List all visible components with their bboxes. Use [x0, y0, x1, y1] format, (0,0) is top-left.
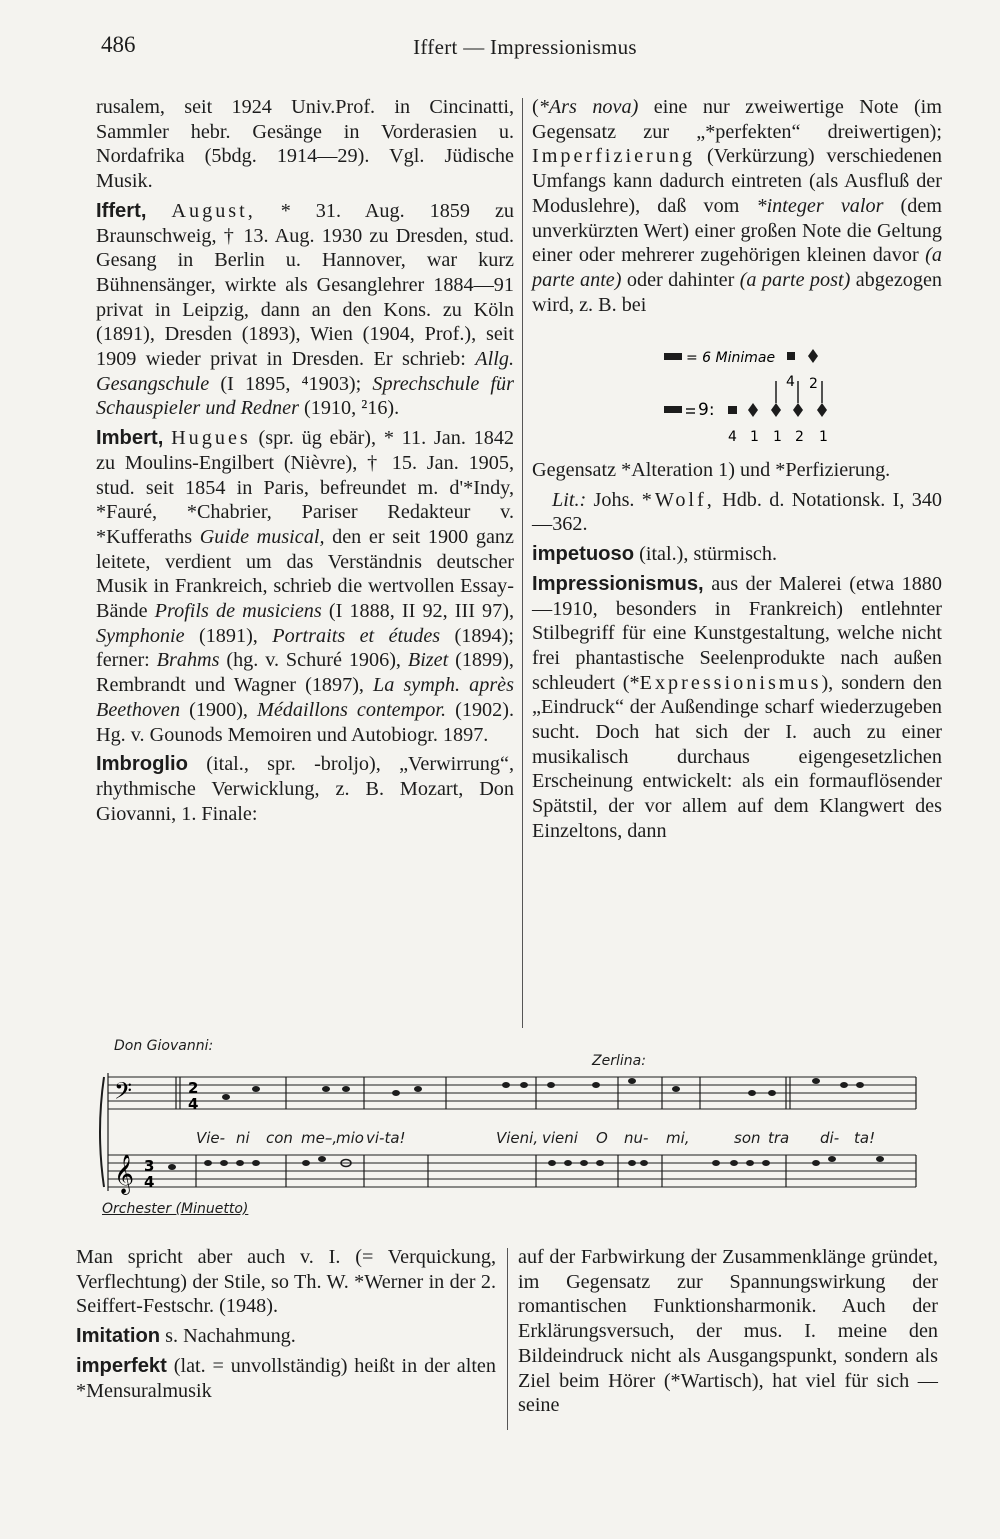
lyric-2: ni: [236, 1129, 250, 1147]
imperfekt-work-0: *Ars nova): [538, 96, 639, 118]
lyric-4: me–,: [301, 1129, 338, 1147]
semibrevis-note-2: [748, 403, 758, 417]
lyric-8: vieni: [542, 1129, 578, 1147]
lit-author: *Wolf,: [641, 488, 715, 511]
system-brace: [100, 1077, 104, 1187]
imbert-work-8: Médaillons contempor.: [257, 698, 447, 721]
imbert-text-2: den er seit 1900 ganz leitete, verdient um das Verständnis deutscher Musik in Frankreich, schrieb die wertvollen Essay-Bände: [96, 525, 514, 623]
imperfekt-continuation: [532, 95, 942, 317]
imbert-text-5: (1894); ferner:: [96, 624, 514, 672]
imbroglio-text: (ital., spr. -broljo), „Verwirrung“, rhythmische Verwicklung, z. B. Mozart, Don Giovanni, 1. Finale:: [96, 753, 514, 825]
left-column-top: [96, 95, 514, 826]
maxima-note-2: [664, 406, 682, 413]
right-column-top: [532, 95, 942, 844]
maxima-note-1: [664, 353, 682, 360]
running-head: Iffert — Impressionismus: [413, 35, 637, 59]
imbert-work-7: La symph. après Beethoven: [96, 674, 514, 721]
lyric-12: son: [734, 1129, 761, 1147]
column-divider-top: [522, 98, 523, 1028]
imperfekt-work-4: (a parte post): [739, 268, 851, 291]
music-caption-orchester: Orchester (Minuetto): [102, 1201, 249, 1217]
name-imbert: Hugues: [171, 427, 251, 450]
lyric-7: Vieni,: [496, 1129, 539, 1147]
iffert-work-1: Allg. Gesangschule: [96, 348, 514, 395]
impressionismus-spaced: Expressionismus: [639, 671, 822, 694]
notation-digit-r1-2: 2: [809, 376, 818, 393]
imperfekt-work-3: (a parte ante): [532, 244, 942, 291]
lyric-14: di-: [820, 1129, 840, 1147]
imbert-work-4: Portraits et études: [272, 624, 441, 647]
minima-note-1: [771, 403, 781, 417]
imbert-text-9: (1902). Hg. v. Gounods Memoiren und Autobiogr. 1897.: [96, 698, 514, 746]
imbert-text-6: (hg. v. Schuré 1906),: [219, 649, 408, 672]
imbert-work-1: Guide musical,: [199, 525, 325, 548]
iffert-work-2: Sprechschule für Schauspieler und Redner: [96, 372, 514, 420]
impressionismus-text-1: aus der Malerei (etwa 1880—1910, besonders in Frankreich) entlehnter Stilbegriff für eine Kunstgestaltung, welche nicht frei phantastische Seelenprodukte nach außen schleudert (*: [532, 572, 942, 694]
headword-imitation: Imitation: [76, 1325, 161, 1348]
right-column-bottom: [518, 1245, 938, 1418]
minima-note-2: [793, 403, 803, 417]
quickening-paragraph: Man spricht aber auch v. I. (= Verquickung, Verflechtung) der Stile, so Th. W. *Werner in der 2. Seiffert-Festschr. (1948).: [76, 1246, 496, 1318]
time-signature-lower: 3: [144, 1157, 155, 1175]
music-caption-zerlina: Zerlina:: [592, 1053, 646, 1069]
brevis-note: [787, 352, 795, 360]
nine-colon-glyph: 9:: [698, 400, 715, 421]
notation-digit-r2-3: 1: [773, 429, 782, 442]
imperfekt-text-2: (Verkürzung) verschiedenen Umfangs kann dadurch eintreten (als Ausfluß der Moduslehre), daß vom: [532, 145, 942, 217]
imperfekt-intro-text: (lat. = unvollständig) heißt in der alten *Mensuralmusik: [76, 1354, 496, 1402]
impressionismus-continuation: auf der Farbwirkung der Zusammenklänge gründet, im Gegensatz zur Spannungswirkung der romantischen Funktionsharmonik. Auch der Erklärungsversuch, der mus. I. meine den Bildeindruck nicht als Ausgangspunkt, sondern als Ziel beim Hörer (*Wartisch), hat viel für sich — seine: [518, 1246, 938, 1417]
semibrevis-note: [808, 349, 818, 363]
notation-digit-r2-2: 1: [750, 429, 759, 442]
notation-digit-r2-5: 1: [819, 429, 828, 442]
music-staves: [96, 1033, 936, 1223]
imperfekt-text-1: eine nur zweiwertige Note (im Gegensatz zur „*perfekten“ dreiwertigen);: [532, 96, 942, 143]
lyric-11: mi,: [666, 1129, 690, 1147]
imbert-text-1: (spr. üg ebär), * 11. Jan. 1842 zu Moulins-Engilbert (Nièvre), † 15. Jan. 1905, stud. seit 1854 in Paris, befreundet m. d'*Indy, *Fauré, *Chabrier, Pariser Redakteur v. *Kufferaths: [96, 427, 515, 548]
entry-imbroglio: [96, 752, 514, 826]
lyric-10: nu-: [624, 1129, 649, 1147]
imperfekt-text-3: (dem unverkürzten Wert) einer großen Note die Geltung einer oder mehrerer zugehörigen kleinen davor: [532, 194, 942, 267]
notation-digit-r1-1: 4: [786, 374, 795, 391]
imbert-work-3: Symphonie: [96, 624, 185, 647]
imbert-work-6: Bizet: [407, 649, 449, 672]
page-number: 486: [101, 32, 136, 57]
imbert-text-8: (1900),: [180, 698, 258, 721]
notation-digit-r2-1: 4: [728, 429, 737, 442]
literature-line: [532, 488, 942, 537]
continuation-paragraph: rusalem, seit 1924 Univ.Prof. in Cincinatti, Sammler hebr. Gesänge in Vorderasien u. Nordafrika (5bdg. 1914—29). Vgl. Jüdische Musik.: [96, 96, 514, 193]
lyric-1: Vie-: [196, 1129, 226, 1147]
headword-iffert: Iffert,: [96, 199, 147, 222]
after-notation-paragraph: Gegensatz *Alteration 1) und *Perfizierung.: [532, 459, 891, 482]
headword-imperfekt: imperfekt: [76, 1354, 167, 1377]
notation-label-minimae: = 6 Minimae: [686, 350, 776, 367]
name-iffert: August,: [171, 199, 256, 222]
iffert-text-1: * 31. Aug. 1859 zu Braunschweig, † 13. Aug. 1930 zu Dresden, stud. Gesang in Berlin u. Hannover, war kurz Bühnensänger, wirkte als Gesanglehrer 1884—91 privat in Leipzig, dann an den Kons. zu Köln (1891), Dresden (1893), Wien (1904, Prof.), seit 1909 wieder privat in Dresden. Er schrieb:: [96, 199, 514, 371]
lyric-3: con: [266, 1129, 293, 1147]
imperfekt-text-5: abgezogen wird, z. B. bei: [532, 268, 943, 316]
time-signature-upper-b: 4: [188, 1095, 199, 1113]
iffert-text-3: (1910, ²16).: [298, 397, 400, 420]
mensural-notation-example: [532, 331, 942, 441]
notation-digit-r2-4: 2: [795, 429, 804, 442]
upper-staff-notes: [222, 1078, 864, 1100]
time-signature-upper: 2: [188, 1079, 199, 1097]
music-caption-don-giovanni: Don Giovanni:: [114, 1038, 214, 1054]
impetuoso-text: (ital.), stürmisch.: [634, 543, 778, 566]
entry-imitation: [76, 1324, 496, 1349]
time-signature-lower-b: 4: [144, 1173, 155, 1191]
imperfekt-work-2: *integer valor: [756, 194, 884, 217]
imperfekt-text-0: (: [532, 96, 539, 118]
headword-imbroglio: Imbroglio: [96, 753, 188, 776]
imbert-text-4: (1891),: [184, 624, 273, 647]
lyric-15: ta!: [854, 1129, 876, 1147]
lyric-5: mio: [336, 1129, 364, 1147]
lyric-6: vi-ta!: [366, 1129, 406, 1147]
semibrevis-note-3: [817, 403, 827, 417]
imbert-work-2: Profils de musiciens: [154, 600, 322, 623]
lyric-13: tra: [768, 1129, 790, 1147]
treble-clef-icon: 𝄞: [114, 1154, 135, 1194]
entry-iffert: [96, 199, 514, 421]
impressionismus-text-2: ), sondern den „Eindruck“ der Außendinge scharf wiederzugeben sucht. Doch hat sich der I. auch zu einer musikalisch durchaus eigengesetzlichen Erscheinung entwickelt: als ein formauflösender Spätstil, der vor allem auf dem Klangwert des Einzeltons, dann: [532, 671, 942, 842]
bass-clef-icon: 𝄢: [114, 1077, 133, 1110]
imitation-text: s. Nachahmung.: [160, 1325, 296, 1348]
imbert-text-3: (I 1888, II 92, III 97),: [321, 600, 514, 623]
lit-text-2: Hdb. d. Notationsk. I, 340—362.: [532, 488, 943, 536]
headword-impetuoso: impetuoso: [532, 543, 635, 566]
imbert-work-5: Brahms: [156, 649, 220, 672]
entry-impetuoso: [532, 542, 942, 567]
lit-label: Lit.:: [552, 488, 587, 511]
imperfekt-text-4: oder dahinter: [621, 268, 740, 291]
column-divider-bottom: [507, 1248, 508, 1430]
headword-impressionismus: Impressionismus,: [532, 572, 704, 595]
iffert-text-2: (I 1895, ⁴1903);: [209, 372, 373, 395]
left-column-bottom: [76, 1245, 496, 1403]
upper-staff: [108, 1077, 916, 1109]
lit-text-1: Johs.: [586, 488, 642, 511]
entry-impressionismus: [532, 572, 942, 844]
headword-imbert: Imbert,: [96, 427, 164, 450]
entry-imperfekt: [76, 1354, 496, 1403]
entry-imbert: [96, 426, 514, 747]
brevis-note-2: [728, 406, 737, 414]
imperfekt-spaced-1: Imperfizierung: [532, 145, 696, 168]
lower-staff: [108, 1155, 916, 1187]
imbert-text-7: (1899), Rembrandt und Wagner (1897),: [96, 649, 514, 697]
lyric-9: O: [596, 1129, 608, 1147]
music-example-don-giovanni: [96, 1033, 936, 1223]
